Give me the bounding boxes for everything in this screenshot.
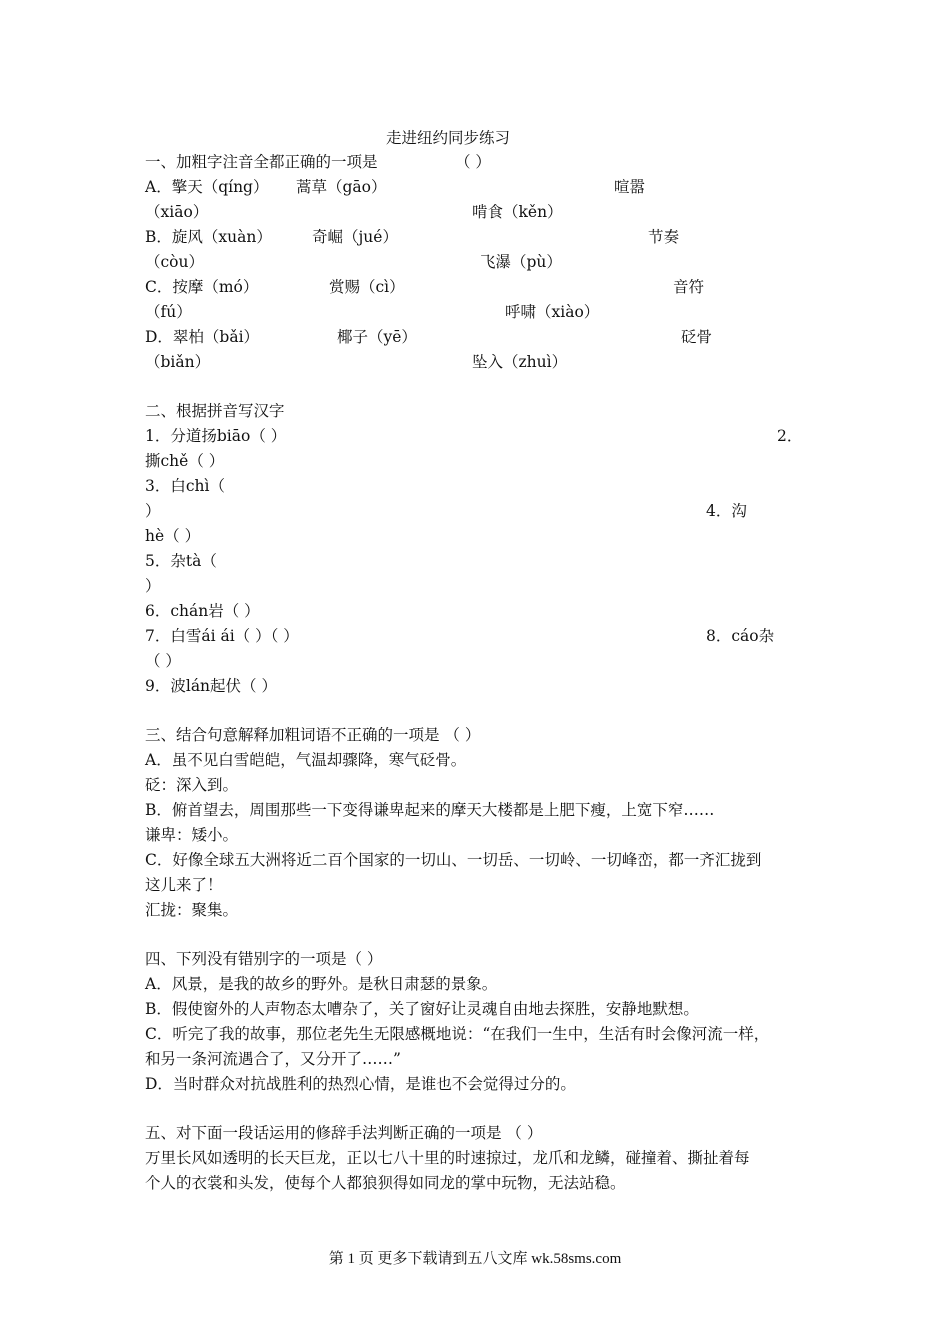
q2-item-7: 7．白雪ái ái（ ）（ ） bbox=[145, 627, 299, 645]
q4-option-b: B．假使窗外的人声物态太嘈杂了，关了窗好让灵魂自由地去探胜，安静地默想。 bbox=[145, 1000, 699, 1018]
q1-option-a-part5: 啃食（kěn） bbox=[472, 203, 563, 221]
q3-option-a: A．虽不见白雪皑皑，气温却骤降，寒气砭骨。 bbox=[145, 751, 467, 769]
q4-stem: 四、下列没有错别字的一项是（ ） bbox=[145, 950, 383, 968]
q2-item-4-blank: hè（ ） bbox=[145, 527, 201, 545]
q4-option-a: A．风景，是我的故乡的野外。是秋日肃瑟的景象。 bbox=[145, 975, 498, 993]
q4-option-d: D．当时群众对抗战胜利的热烈心情，是谁也不会觉得过分的。 bbox=[145, 1075, 576, 1093]
q3-option-c-line2: 这儿来了！ bbox=[145, 876, 223, 894]
q3-option-c-line1: C．好像全球五大洲将近二百个国家的一切山、一切岳、一切岭、一切峰峦，都一齐汇拢到 bbox=[145, 851, 762, 869]
q5-passage-line1: 万里长风如透明的长天巨龙，正以七八十里的时速掠过，龙爪和龙鳞，碰撞着、撕扯着每 bbox=[145, 1149, 750, 1167]
q2-item-1: 1．分道扬biāo（ ） bbox=[145, 427, 287, 445]
q3-option-b: B．俯首望去，周围那些一下变得谦卑起来的摩天大楼都是上肥下瘦，上宽下窄…… bbox=[145, 801, 715, 819]
q1-option-c-part1: C．按摩（mó） bbox=[145, 278, 259, 296]
q1-option-a-part1: A．擎天（qíng） bbox=[145, 178, 269, 196]
q2-item-2: 撕chě（ ） bbox=[145, 452, 225, 470]
q3-option-b-note: 谦卑：矮小。 bbox=[145, 826, 239, 844]
q2-item-8: 8．cáo杂 bbox=[706, 627, 775, 645]
q4-option-c-line2: 和另一条河流遇合了，又分开了……” bbox=[145, 1050, 401, 1068]
q1-option-d-part1: D．翠柏（bǎi） bbox=[145, 328, 260, 346]
q1-option-d-part3: 砭骨 bbox=[681, 328, 713, 346]
q1-option-d-part2: 椰子（yē） bbox=[337, 328, 417, 346]
q1-option-b-part5: 飞瀑（pù） bbox=[480, 253, 562, 271]
q2-stem: 二、根据拼音写汉字 bbox=[145, 402, 285, 420]
q2-item-2-number: 2． bbox=[777, 427, 803, 445]
q1-answer-blank: （ ） bbox=[455, 153, 491, 171]
q2-item-5: 5．杂tà（ bbox=[145, 552, 217, 570]
q1-option-b-part1: B．旋风（xuàn） bbox=[145, 228, 272, 246]
q1-option-d-part5: 坠入（zhuì） bbox=[472, 353, 568, 371]
q1-option-b-part3: 节奏 bbox=[648, 228, 680, 246]
q5-passage-line2: 个人的衣裳和头发，使每个人都狼狈得如同龙的掌中玩物，无法站稳。 bbox=[145, 1174, 626, 1192]
q1-option-a-part3: 喧嚣 bbox=[614, 178, 646, 196]
q2-item-6: 6．chán岩（ ） bbox=[145, 602, 260, 620]
q1-option-a-part2: 蒿草（gāo） bbox=[296, 178, 387, 196]
q2-item-9: 9．波lán起伏（ ） bbox=[145, 677, 277, 695]
q1-option-c-part2: 赏赐（cì） bbox=[329, 278, 405, 296]
q1-option-d-part4: （biǎn） bbox=[145, 353, 211, 371]
q1-option-c-part3: 音符 bbox=[673, 278, 705, 296]
q2-item-5-close: ） bbox=[145, 577, 161, 595]
q3-option-a-note: 砭：深入到。 bbox=[145, 776, 239, 794]
page-title: 走进纽约同步练习 bbox=[386, 129, 511, 147]
q1-option-b-part4: （còu） bbox=[145, 253, 204, 271]
q2-item-4: 4．沟 bbox=[706, 502, 747, 520]
q1-option-c-part4: （fú） bbox=[145, 303, 192, 321]
q2-item-3-close: ） bbox=[145, 502, 161, 520]
page-footer: 第 1 页 更多下载请到五八文库 wk.58sms.com bbox=[328, 1251, 622, 1267]
q1-option-a-part4: （xiāo） bbox=[145, 203, 209, 221]
q2-item-8-blank: （ ） bbox=[145, 652, 181, 670]
q1-option-c-part5: 呼啸（xiào） bbox=[505, 303, 600, 321]
q3-stem: 三、结合句意解释加粗词语不正确的一项是 （ ） bbox=[145, 726, 481, 744]
q5-stem: 五、对下面一段话运用的修辞手法判断正确的一项是 （ ） bbox=[145, 1124, 543, 1142]
q2-item-3: 3．白chì（ bbox=[145, 477, 225, 495]
q4-option-c-line1: C．听完了我的故事，那位老先生无限感概地说：“在我们一生中，生活有时会像河流一样， bbox=[145, 1025, 770, 1043]
q1-option-b-part2: 奇崛（jué） bbox=[312, 228, 398, 246]
q1-stem: 一、加粗字注音全都正确的一项是 bbox=[145, 153, 378, 171]
q3-option-c-note: 汇拢：聚集。 bbox=[145, 901, 239, 919]
